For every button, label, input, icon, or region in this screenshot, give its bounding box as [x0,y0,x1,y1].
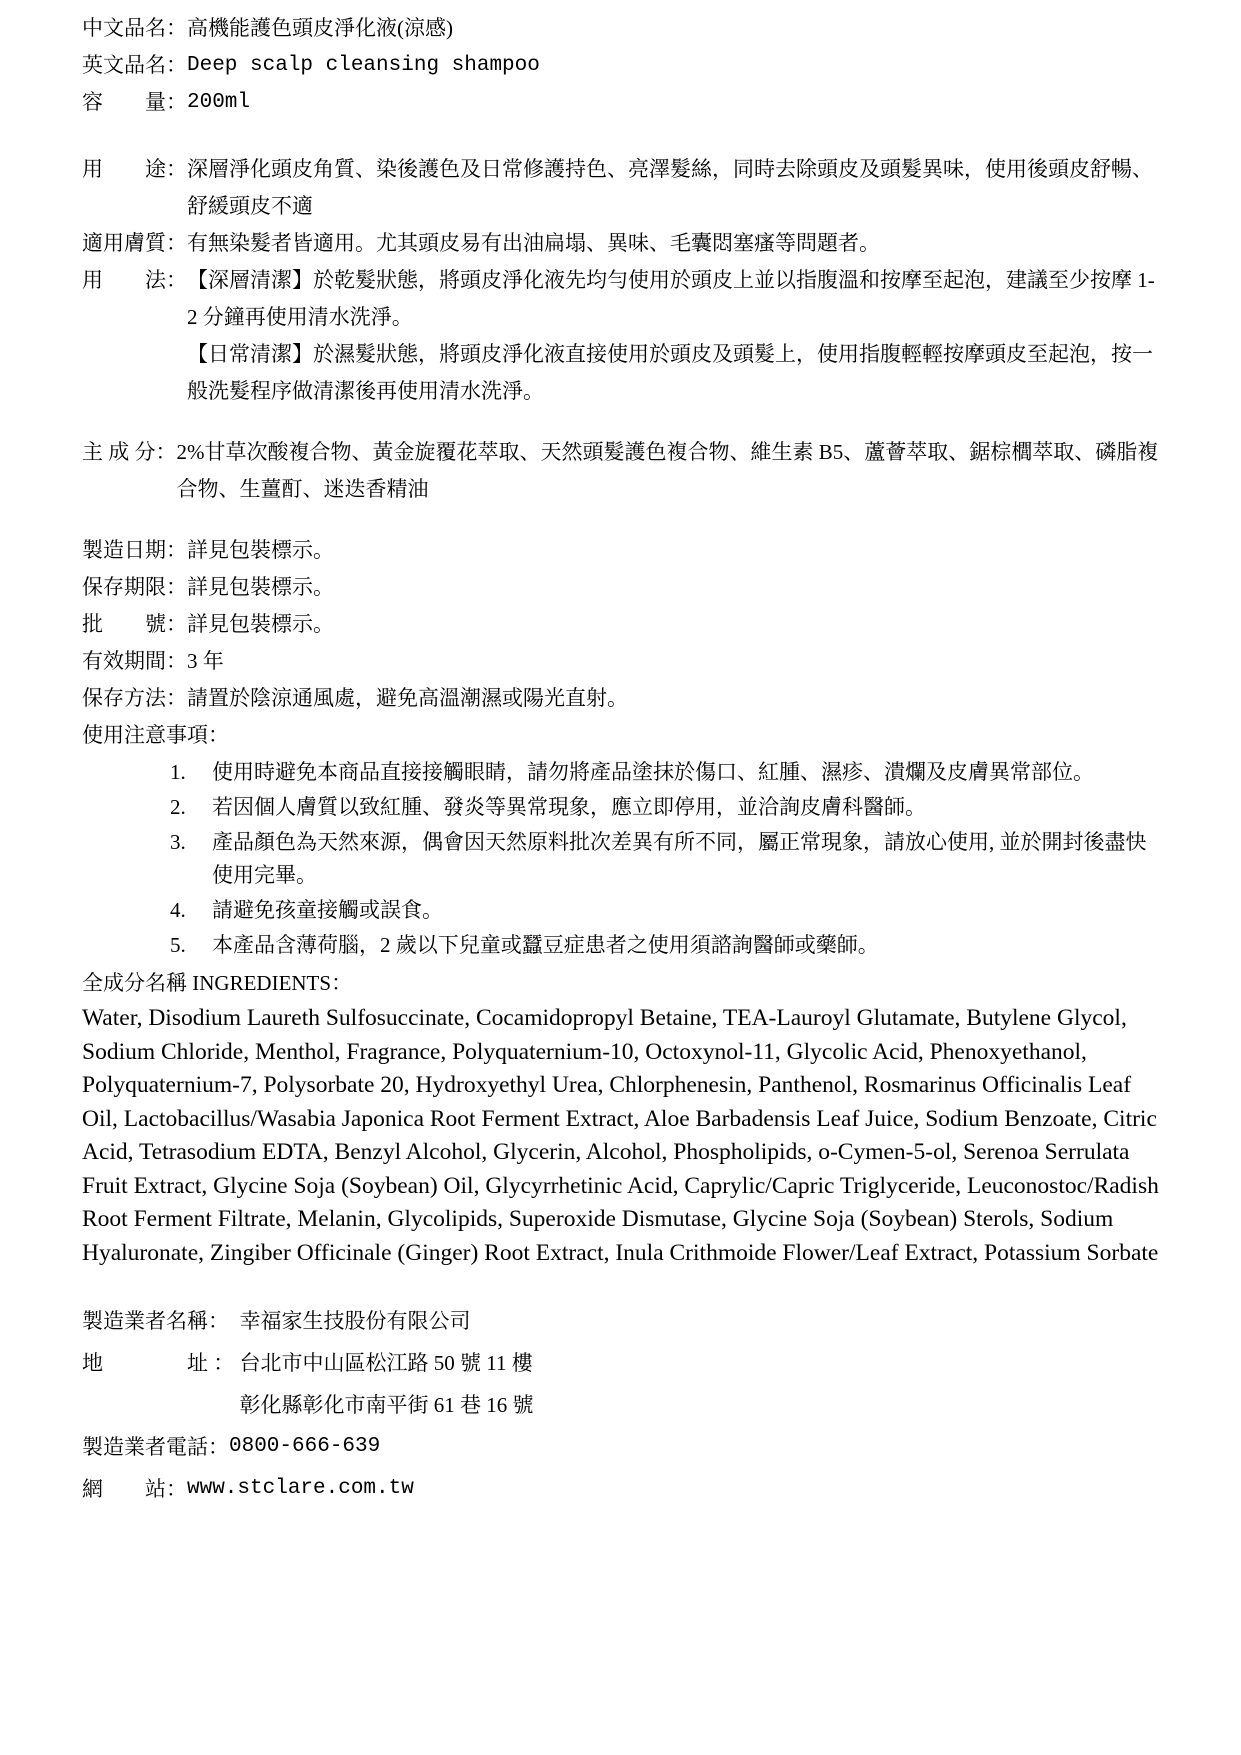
row-directions [82,262,1163,410]
row-mfg-date [82,532,1163,569]
product-name-en-label: 英文品名： [82,53,187,77]
mfg-date-value: 詳見包裝標示。 [187,538,334,562]
precaution-number: 5. [170,933,186,957]
valid-period-label: 有效期間： [82,649,187,673]
product-name-zh-label: 中文品名： [82,16,187,40]
row-volume [82,84,1163,121]
row-shelf-life [82,569,1163,606]
precaution-text: 產品顏色為天然來源，偶會因天然原料批次差異有所不同，屬正常現象，請放心使用, 並於開封後盡快使用完畢。 [212,830,1147,887]
manufacturer-value: 幸福家生技股份有限公司 [239,1309,471,1333]
row-website [82,1468,1163,1510]
precautions-list [82,756,1163,962]
precaution-number: 2. [170,795,186,819]
usage-label: 用 途： [82,157,187,181]
directions-label: 用 法： [82,268,187,292]
shelf-life-label: 保存期限： [82,575,187,599]
main-ingredients-label: 主 成 分： [82,440,177,464]
row-manufacturer [82,1300,1163,1342]
row-phone [82,1426,1163,1468]
precaution-text: 若因個人膚質以致紅腫、發炎等異常現象，應立即停用，並洽詢皮膚科醫師。 [212,795,926,819]
mfg-date-label: 製造日期： [82,538,187,562]
address-value [240,1342,1164,1426]
manufacturer-info [82,1300,1163,1510]
precaution-item [170,826,1163,892]
directions-daily-clean: 【日常清潔】於濕髮狀態，將頭皮淨化液直接使用於頭皮及頭髮上，使用指腹輕輕按摩頭皮至起泡，按一般洗髮程序做清潔後再使用清水洗淨。 [187,342,1153,403]
volume-value: 200ml [187,91,251,114]
website-label: 網 站： [82,1477,187,1501]
precaution-number: 1. [170,760,186,784]
product-name-zh-value: 高機能護色頭皮淨化液(涼感) [187,16,453,40]
directions-value [187,262,1163,410]
precaution-text: 請避免孩童接觸或誤食。 [212,898,443,922]
row-storage [82,680,1163,717]
row-usage [82,151,1163,225]
batch-no-value: 詳見包裝標示。 [187,612,334,636]
row-valid-period [82,643,1163,680]
volume-label: 容 量： [82,90,187,114]
precaution-text: 本產品含薄荷腦，2 歲以下兒童或蠶豆症患者之使用須諮詢醫師或藥師。 [212,933,879,957]
usage-value: 深層淨化頭皮角質、染後護色及日常修護持色、亮澤髮絲，同時去除頭皮及頭髮異味，使用後頭皮舒暢、舒緩頭皮不適 [187,157,1153,218]
row-product-name-zh [82,10,1163,47]
precaution-item [170,929,1163,962]
storage-value: 請置於陰涼通風處，避免高溫潮濕或陽光直射。 [187,686,628,710]
row-suitable-skin [82,225,1163,262]
shelf-life-value: 詳見包裝標示。 [187,575,334,599]
ingredients-full-list: Water, Disodium Laureth Sulfosuccinate, Cocamidopropyl Betaine, TEA-Lauroyl Glutamate, Butylene Glycol, Sodium Chloride, Menthol, Fragrance, Polyquaternium-10, Octoxynol-11, Glycolic Acid, Phenoxyethanol, Polyquaternium-7, Polysorbate 20, Hydroxyethyl Urea, Chlorphenesin, Panthenol, Rosmarinus Officinalis Leaf Oil, Lactobacillus/Wasabia Japonica Root Ferment Extract, Aloe Barbadensis Leaf Juice, Sodium Benzoate, Citric Acid, Tetrasodium EDTA, Benzyl Alcohol, Glycerin, Alcohol, Phospholipids, o-Cymen-5-ol, Serenoa Serrulata Fruit Extract, Glycine Soja (Soybean) Oil, Glycyrrhetinic Acid, Caprylic/Capric Triglyceride, Leuconostoc/Radish Root Ferment Filtrate, Melanin, Glycolipids, Superoxide Dismutase, Glycine Soja (Soybean) Sterols, Sodium Hyaluronate, Zingiber Officinale (Ginger) Root Extract, Inula Crithmoide Flower/Leaf Extract, Potassium Sorbate [82,1005,1159,1266]
valid-period-value: 3 年 [187,649,224,673]
precaution-item [170,791,1163,824]
phone-value: 0800-666-639 [229,1435,381,1458]
website-value: www.stclare.com.tw [187,1477,414,1500]
product-name-en-value: Deep scalp cleansing shampoo [187,54,540,77]
row-product-name-en [82,47,1163,84]
row-main-ingredients [82,434,1163,508]
manufacturer-label: 製造業者名稱： [82,1309,240,1333]
directions-deep-clean: 【深層清潔】於乾髮狀態，將頭皮淨化液先均勻使用於頭皮上並以指腹溫和按摩至起泡，建議至少按摩 1-2 分鐘再使用清水洗淨。 [187,268,1155,329]
precaution-text: 使用時避免本商品直接接觸眼睛，請勿將產品塗抹於傷口、紅腫、濕疹、潰爛及皮膚異常部位。 [212,760,1094,784]
suitable-skin-value: 有無染髮者皆適用。尤其頭皮易有出油扁塌、異味、毛囊悶塞瘙等問題者。 [187,231,880,255]
precaution-number: 3. [170,830,186,854]
main-ingredients-value: 2%甘草次酸複合物、黃金旋覆花萃取、天然頭髮護色複合物、維生素 B5、蘆薈萃取、鋸棕櫚萃取、磷脂複合物、生薑酊、迷迭香精油 [176,440,1159,501]
phone-label: 製造業者電話： [82,1435,229,1459]
address-line-taipei: 台北市中山區松江路 50 號 11 樓 [239,1351,533,1375]
precaution-item [170,756,1163,789]
storage-label: 保存方法： [82,686,187,710]
precautions-title: 使用注意事項： [82,723,229,747]
suitable-skin-label: 適用膚質： [82,231,187,255]
row-address [82,1342,1163,1426]
address-label: 地 址 ： [82,1351,240,1375]
address-line-changhua: 彰化縣彰化市南平街 61 巷 16 號 [239,1393,534,1417]
ingredients-title: 全成分名稱 INGREDIENTS： [82,971,353,995]
precaution-number: 4. [170,898,186,922]
batch-no-label: 批 號： [82,612,187,636]
row-batch-no [82,606,1163,643]
precaution-item [170,894,1163,927]
